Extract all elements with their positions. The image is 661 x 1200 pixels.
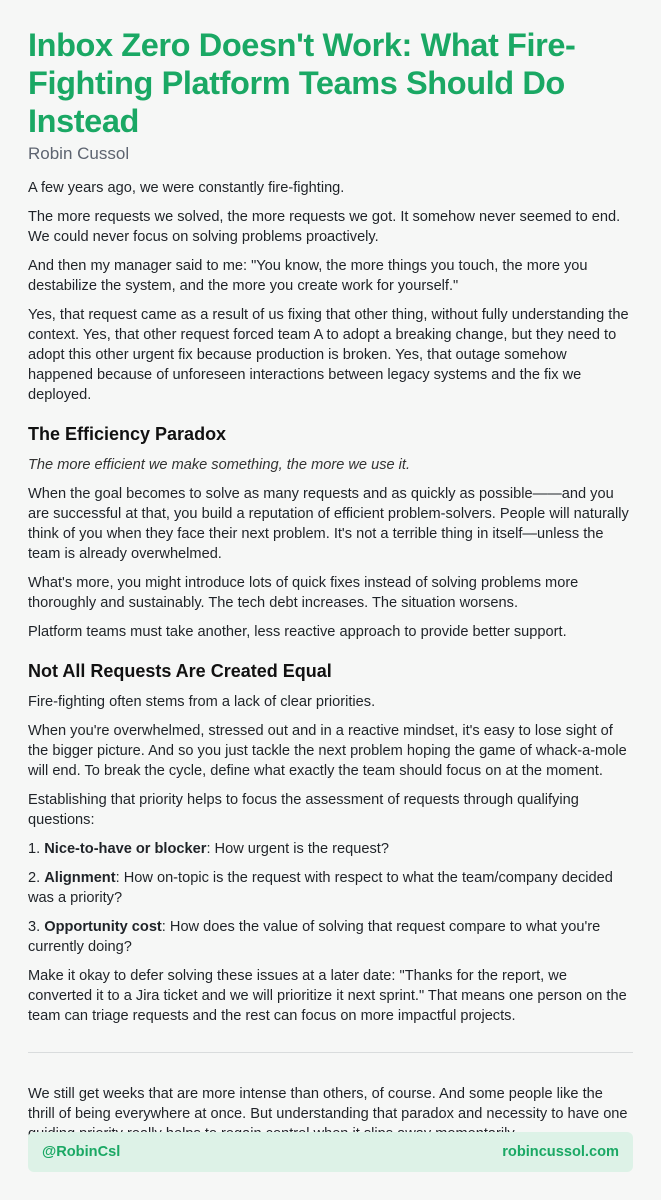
list-number: 2. xyxy=(28,870,45,886)
list-number: 1. xyxy=(28,841,45,857)
section-quote: The more efficient we make something, the more we use it. xyxy=(28,457,411,473)
section-paragraph: Make it okay to defer solving these issues at a later date: "Thanks for the report, we converted it to a Jira ticket and we will prioritize it next sprint." That means one person on the team can triage requests and the rest can focus on more impactful projects. xyxy=(28,968,627,1024)
divider xyxy=(28,1052,633,1053)
list-item xyxy=(28,868,633,908)
list-term: Opportunity cost xyxy=(44,919,162,935)
intro-paragraph: Yes, that request came as a result of us fixing that other thing, without fully understanding the context. Yes, that other request forced team A to adopt a breaking change, but they need to adopt this other urgent fix because production is broken. Yes, that outage somehow happened because of unforeseen interactions between legacy systems and the fix we deployed. xyxy=(28,307,629,403)
list-text: : How on-topic is the request with respect to what the team/company decided was a priority? xyxy=(28,870,613,906)
intro-paragraph: And then my manager said to me: "You know, the more things you touch, the more you destabilize the system, and the more you create work for yourself." xyxy=(28,258,588,294)
website-link[interactable]: robincussol.com xyxy=(502,1144,619,1160)
section-heading-requests-equal: Not All Requests Are Created Equal xyxy=(28,661,332,681)
intro-paragraph: The more requests we solved, the more requests we got. It somehow never seemed to end. We could never focus on solving problems proactively. xyxy=(28,209,621,245)
list-text: : How does the value of solving that request compare to what you're currently doing? xyxy=(28,919,601,955)
section-paragraph: Platform teams must take another, less reactive approach to provide better support. xyxy=(28,624,567,640)
footer-bar xyxy=(28,1132,633,1172)
section-paragraph: Establishing that priority helps to focus the assessment of requests through qualifying questions: xyxy=(28,792,579,828)
list-text: : How urgent is the request? xyxy=(206,841,389,857)
closing-paragraph: We still get weeks that are more intense than others, of course. And some people like the thrill of being everywhere at once. But understanding that paradox and necessity to have one xyxy=(28,1086,628,1122)
intro-paragraph: A few years ago, we were constantly fire-fighting. xyxy=(28,180,345,196)
article-title: Inbox Zero Doesn't Work: What Fire-Fighting Platform Teams Should Do Instead xyxy=(28,27,576,139)
list-item xyxy=(28,917,633,957)
section-paragraph: When the goal becomes to solve as many requests and as quickly as possible——and you are successful at that, you build a reputation of efficient problem-solvers. People will naturally think of you when they face their next problem. It's not a terrible thing in itself—unless the team is already overwhelmed. xyxy=(28,486,629,562)
list-term: Alignment xyxy=(44,870,116,886)
list-number: 3. xyxy=(28,919,45,935)
section-paragraph: What's more, you might introduce lots of quick fixes instead of solving problems more thoroughly and sustainably. The tech debt increases. The situation worsens. xyxy=(28,575,579,611)
list-item xyxy=(28,839,633,859)
twitter-handle-link[interactable]: @RobinCsl xyxy=(42,1144,121,1160)
section-heading-efficiency-paradox: The Efficiency Paradox xyxy=(28,424,227,444)
author-name: Robin Cussol xyxy=(28,144,130,163)
section-paragraph: When you're overwhelmed, stressed out and in a reactive mindset, it's easy to lose sight of the bigger picture. And so you just tackle the next problem hoping the game of whack-a-mole will end. To break the cycle, define what exactly the team should focus on at the moment. xyxy=(28,723,627,779)
list-term: Nice-to-have or blocker xyxy=(44,841,207,857)
section-paragraph: Fire-fighting often stems from a lack of clear priorities. xyxy=(28,694,376,710)
